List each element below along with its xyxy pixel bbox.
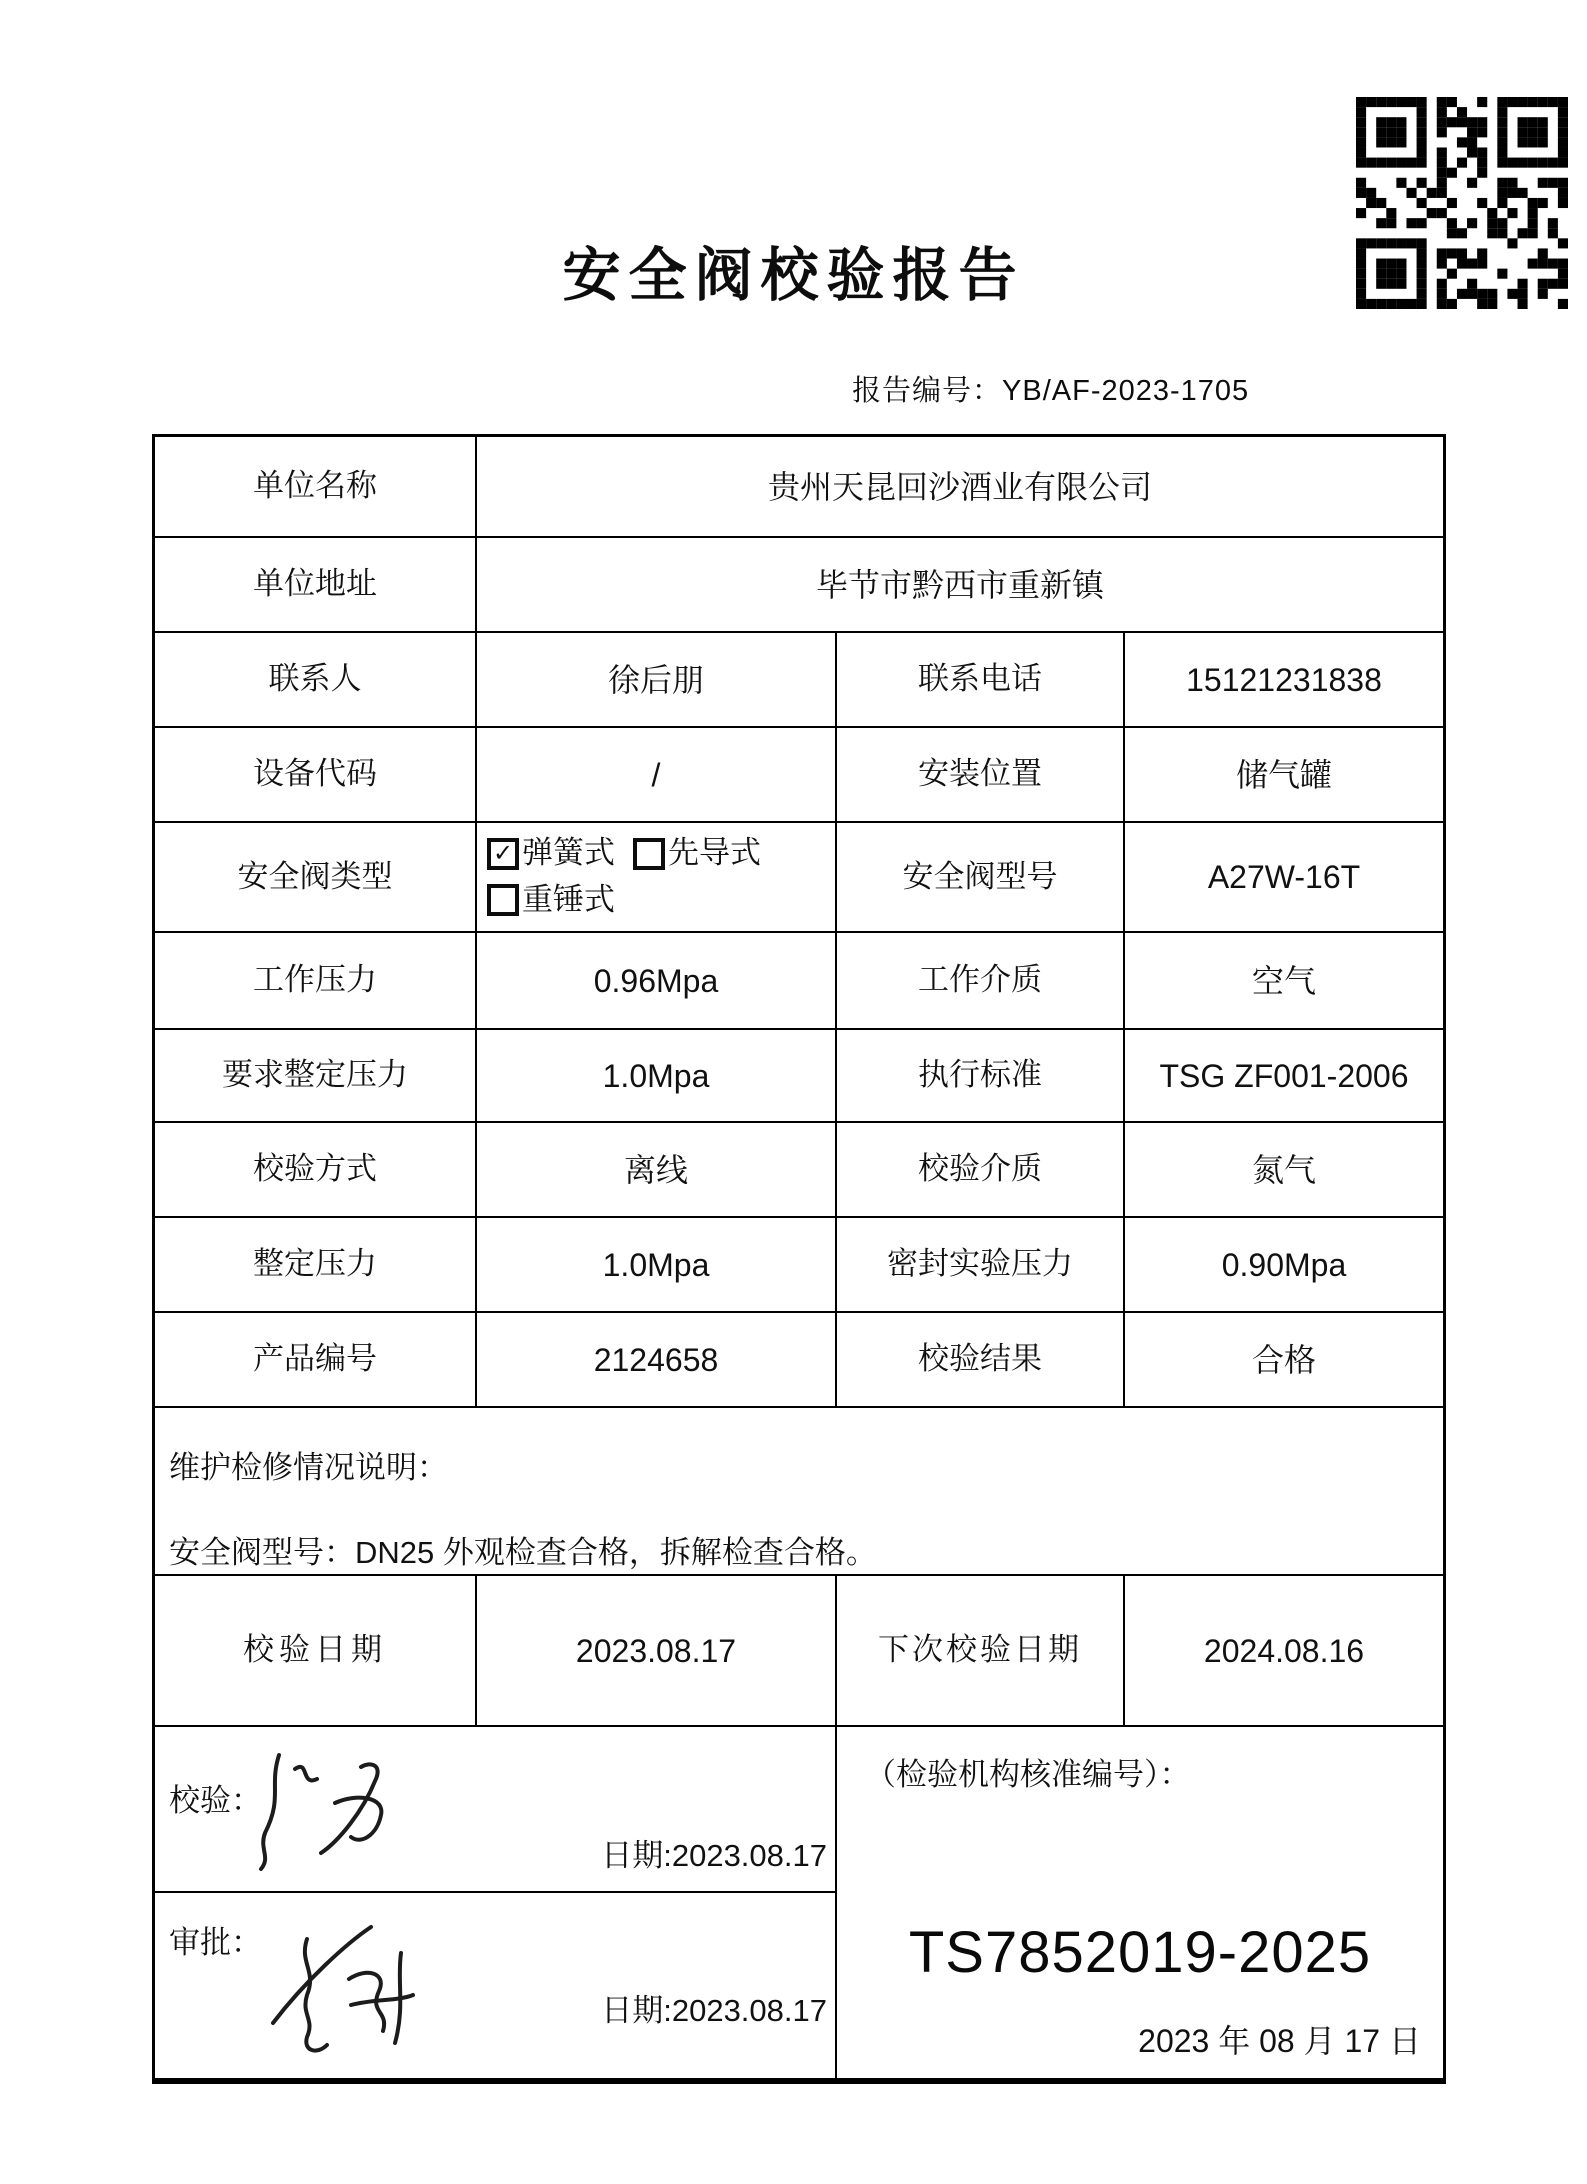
product-no-value: 2124658 (477, 1313, 837, 1406)
verifier-cell (155, 1727, 835, 1893)
checkbox-unchecked-icon (633, 838, 665, 870)
calibration-result-label: 校验结果 (837, 1313, 1125, 1406)
working-pressure-label: 工作压力 (155, 933, 477, 1028)
standard-value: TSG ZF001-2006 (1159, 1057, 1409, 1094)
checkbox-unchecked-icon (487, 884, 519, 916)
maintenance-title: 维护检修情况说明： (169, 1450, 448, 1485)
unit-address-value: 毕节市黔西市重新镇 (815, 566, 1104, 603)
table-row (155, 633, 1443, 728)
verifier-date: 日期:2023.08.17 (601, 1838, 827, 1873)
seal-test-pressure-value: 0.90Mpa (1221, 1246, 1347, 1283)
calibration-method-label: 校验方式 (155, 1123, 477, 1216)
working-medium-value: 空气 (1251, 962, 1316, 999)
device-code-label: 设备代码 (155, 728, 477, 821)
valve-type-line-2 (487, 881, 615, 920)
valve-type-option-weight (487, 881, 615, 920)
next-calibration-date-label: 下次校验日期 (837, 1576, 1125, 1725)
verifier-label: 校验： (169, 1783, 262, 1818)
valve-type-line-1 (487, 834, 761, 873)
report-number-label: 报告编号： (852, 375, 1003, 407)
set-pressure-value: 1.0Mpa (477, 1218, 837, 1311)
valve-type-option-label: 重锤式 (522, 882, 615, 917)
contact-person-label: 联系人 (155, 633, 477, 726)
table-row (155, 1576, 1443, 1727)
checkbox-checked-icon: ✓ (487, 838, 519, 870)
valve-type-option-label: 弹簧式 (522, 835, 615, 871)
next-calibration-date-value: 2024.08.16 (1203, 1632, 1365, 1669)
valve-type-option-pilot (633, 834, 761, 873)
verifier-signature (233, 1735, 443, 1883)
install-location-value: 储气罐 (1235, 756, 1332, 793)
issue-date: 2023 年 08 月 17 日 (1138, 2023, 1421, 2059)
signoff-section (155, 1727, 1443, 2078)
report-table (152, 434, 1446, 2084)
approver-date: 日期:2023.08.17 (601, 1993, 827, 2028)
calibration-medium-label: 校验介质 (837, 1123, 1125, 1216)
valve-type-option-spring (487, 834, 615, 873)
calibration-method-value: 离线 (477, 1123, 837, 1216)
org-approval-cell (837, 1727, 1443, 2078)
contact-phone-label: 联系电话 (837, 633, 1125, 726)
table-row (155, 933, 1443, 1030)
table-row (155, 1218, 1443, 1313)
required-set-pressure-label: 要求整定压力 (155, 1030, 477, 1121)
valve-type-options (477, 823, 837, 931)
calibration-date-label: 校验日期 (155, 1576, 477, 1725)
table-row (155, 1313, 1443, 1408)
approver-cell (155, 1893, 835, 2078)
maintenance-note-cell (155, 1408, 1443, 1576)
report-number (852, 368, 1249, 409)
table-row (155, 538, 1443, 633)
valve-model-label: 安全阀型号 (837, 823, 1125, 931)
report-number-value: YB/AF-2023-1705 (1002, 375, 1250, 407)
approver-label: 审批： (169, 1925, 262, 1960)
org-code-value: TS7852019-2025 (908, 1920, 1372, 1985)
calibration-medium-value: 氮气 (1251, 1151, 1316, 1188)
install-location-label: 安装位置 (837, 728, 1125, 821)
table-row (155, 1408, 1443, 1576)
product-no-label: 产品编号 (155, 1313, 477, 1406)
seal-test-pressure-label: 密封实验压力 (837, 1218, 1125, 1311)
contact-person-value: 徐后朋 (477, 633, 837, 726)
calibration-date-value: 2023.08.17 (477, 1576, 837, 1725)
table-row (155, 823, 1443, 933)
unit-address-label: 单位地址 (155, 538, 477, 631)
table-row (155, 728, 1443, 823)
org-code-label: （检验机构核准编号）： (865, 1757, 1191, 1792)
table-row (155, 1123, 1443, 1218)
page-title: 安全阀校验报告 (562, 243, 1025, 308)
working-pressure-value: 0.96Mpa (477, 933, 837, 1028)
device-code-value: / (477, 728, 837, 821)
maintenance-note: 安全阀型号：DN25 外观检查合格，拆解检查合格。 (169, 1535, 877, 1570)
valve-type-label: 安全阀类型 (155, 823, 477, 931)
table-row (155, 437, 1443, 538)
approver-signature (247, 1915, 477, 2075)
valve-model-value: A27W-16T (1207, 859, 1361, 895)
signoff-left (155, 1727, 837, 2078)
contact-phone-value: 15121231838 (1186, 661, 1382, 698)
standard-label: 执行标准 (837, 1030, 1125, 1121)
unit-name-label: 单位名称 (155, 437, 477, 536)
table-row (155, 1030, 1443, 1123)
unit-name-value: 贵州天昆回沙酒业有限公司 (767, 468, 1152, 505)
set-pressure-label: 整定压力 (155, 1218, 477, 1311)
valve-type-option-label: 先导式 (668, 835, 761, 871)
working-medium-label: 工作介质 (837, 933, 1125, 1028)
calibration-result-value: 合格 (1251, 1341, 1316, 1378)
required-set-pressure-value: 1.0Mpa (477, 1030, 837, 1121)
